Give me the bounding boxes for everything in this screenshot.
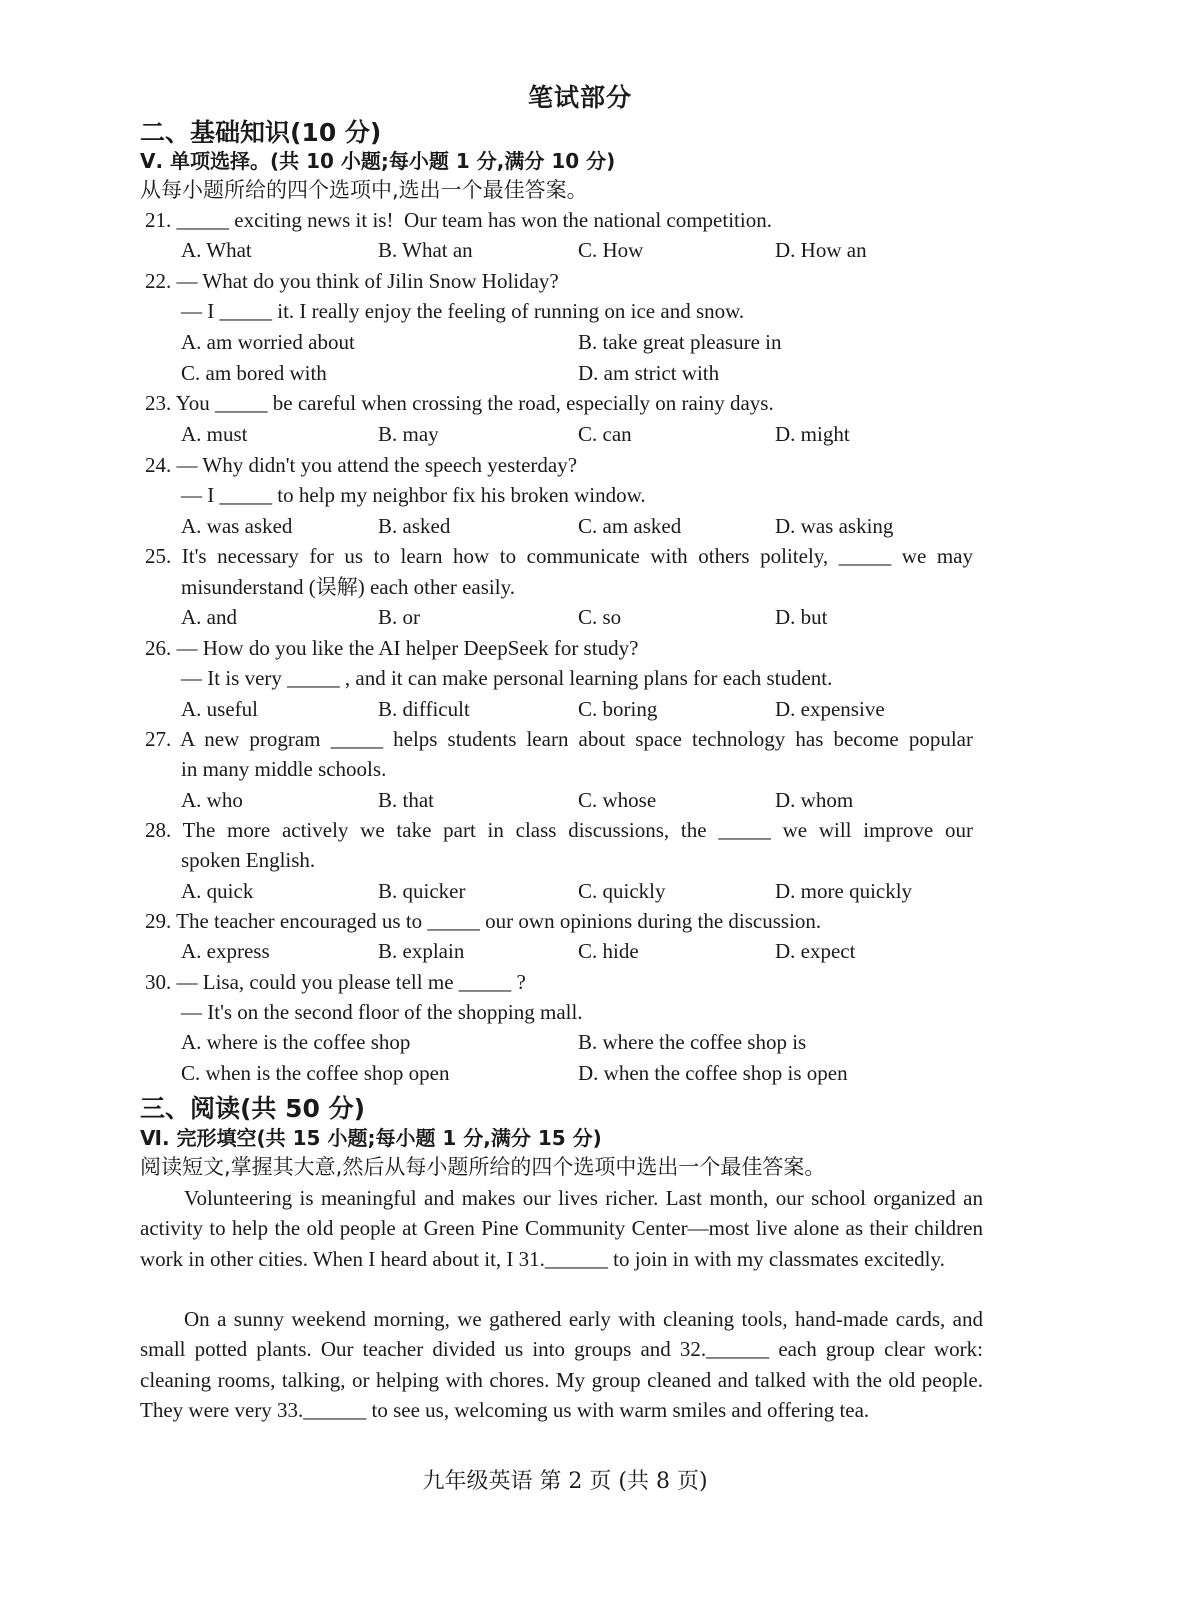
q25-option-b: B. or [378, 605, 420, 629]
q27-option-a: A. who [181, 788, 243, 812]
section-2-heading: 二、基础知识(10 分) [140, 118, 382, 147]
part-5-instruction: 从每小题所给的四个选项中,选出一个最佳答案。 [140, 178, 588, 202]
part-5-heading: Ⅴ. 单项选择。(共 10 小题;每小题 1 分,满分 10 分) [140, 149, 616, 173]
q23-stem: 23. You _____ be careful when crossing the road, especially on rainy days. [145, 391, 774, 415]
q28-stem: 28. The more actively we take part in class discussions, the _____ we will improve our [145, 818, 973, 842]
q26-option-d: D. expensive [775, 697, 885, 721]
q30-reply: — It's on the second floor of the shopping mall. [181, 1000, 583, 1024]
q27-option-d: D. whom [775, 788, 854, 812]
q21-stem: 21. _____ exciting news it is! Our team has won the national competition. [145, 208, 772, 232]
q30-option-b: B. where the coffee shop is [578, 1030, 807, 1054]
part-6-instruction: 阅读短文,掌握其大意,然后从每小题所给的四个选项中选出一个最佳答案。 [140, 1155, 826, 1179]
q24-option-c: C. am asked [578, 514, 682, 538]
q27-stem: 27. A new program _____ helps students learn about space technology has become popular [145, 727, 973, 751]
q22-reply: — I _____ it. I really enjoy the feeling of running on ice and snow. [181, 299, 745, 323]
q29-option-c: C. hide [578, 939, 639, 963]
q21-option-d: D. How an [775, 238, 867, 262]
q26-option-b: B. difficult [378, 697, 470, 721]
q24-option-a: A. was asked [181, 514, 293, 538]
q30-option-a: A. where is the coffee shop [181, 1030, 411, 1054]
q28-option-a: A. quick [181, 879, 254, 903]
part-6-heading: Ⅵ. 完形填空(共 15 小题;每小题 1 分,满分 15 分) [140, 1126, 602, 1150]
q25-option-d: D. but [775, 605, 828, 629]
q21-option-b: B. What an [378, 238, 473, 262]
q23-option-d: D. might [775, 422, 850, 446]
page-title: 笔试部分 [527, 83, 632, 112]
q24-reply: — I _____ to help my neighbor fix his broken window. [181, 483, 646, 507]
q22-stem: 22. — What do you think of Jilin Snow Holiday? [145, 269, 559, 293]
q23-option-a: A. must [181, 422, 248, 446]
q22-option-c: C. am bored with [181, 361, 327, 385]
q27-option-b: B. that [378, 788, 434, 812]
q21-option-c: C. How [578, 238, 644, 262]
section-3-heading: 三、阅读(共 50 分) [140, 1094, 366, 1123]
q24-option-d: D. was asking [775, 514, 894, 538]
q28-stem-continued: spoken English. [181, 848, 316, 872]
q25-option-a: A. and [181, 605, 237, 629]
page-footer: 九年级英语 第 2 页 (共 8 页) [422, 1469, 708, 1494]
q29-option-d: D. expect [775, 939, 856, 963]
q26-reply: — It is very _____ , and it can make personal learning plans for each student. [181, 666, 833, 690]
q30-option-d: D. when the coffee shop is open [578, 1061, 848, 1085]
q29-option-b: B. explain [378, 939, 465, 963]
q29-stem: 29. The teacher encouraged us to _____ our own opinions during the discussion. [145, 909, 822, 933]
q30-option-c: C. when is the coffee shop open [181, 1061, 450, 1085]
q25-option-c: C. so [578, 605, 622, 629]
q22-option-a: A. am worried about [181, 330, 355, 354]
q22-option-d: D. am strict with [578, 361, 720, 385]
q28-option-c: C. quickly [578, 879, 666, 903]
q24-stem: 24. — Why didn't you attend the speech yesterday? [145, 453, 578, 477]
q21-option-a: A. What [181, 238, 252, 262]
q29-option-a: A. express [181, 939, 270, 963]
q30-stem: 30. — Lisa, could you please tell me _____ ? [145, 970, 526, 994]
q24-option-b: B. asked [378, 514, 451, 538]
q27-option-c: C. whose [578, 788, 657, 812]
q25-stem-continued: misunderstand (误解) each other easily. [181, 575, 515, 599]
q28-option-b: B. quicker [378, 879, 466, 903]
cloze-paragraph-1: Volunteering is meaningful and makes our lives richer. Last month, our school organized an activity to help the old people at Green Pine Community Center—most live alone as their children work in other cities. When I heard about it, I 31.______ to join in with my classmates excitedly. [140, 1186, 983, 1271]
q26-option-a: A. useful [181, 697, 258, 721]
q23-option-b: B. may [378, 422, 439, 446]
cloze-paragraph-2: On a sunny weekend morning, we gathered early with cleaning tools, hand-made cards, and small potted plants. Our teacher divided us into groups and 32.______ each group clear work: cleaning rooms, talking, or helping with chores. My group cleaned and talked with the old people. They were very 33.______ to see us, welcoming us with warm smiles and offering tea. [140, 1307, 983, 1423]
q25-stem: 25. It's necessary for us to learn how to communicate with others politely, _____ we may [145, 544, 973, 568]
q27-stem-continued: in many middle schools. [181, 757, 387, 781]
q26-option-c: C. boring [578, 697, 658, 721]
q23-option-c: C. can [578, 422, 632, 446]
q22-option-b: B. take great pleasure in [578, 330, 782, 354]
q26-stem: 26. — How do you like the AI helper DeepSeek for study? [145, 636, 639, 660]
q28-option-d: D. more quickly [775, 879, 913, 903]
